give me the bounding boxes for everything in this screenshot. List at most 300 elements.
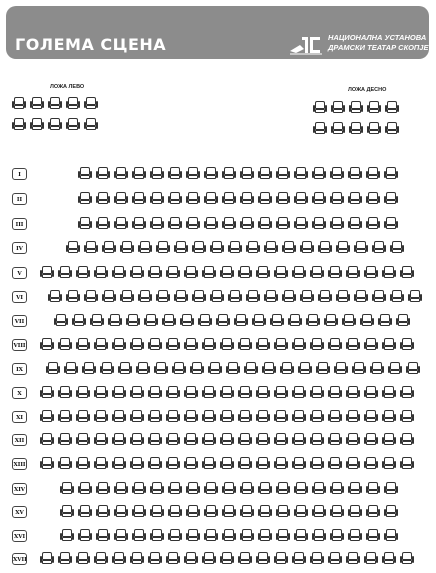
seat[interactable] <box>384 529 398 542</box>
seat[interactable] <box>204 505 218 518</box>
seat[interactable] <box>94 266 108 279</box>
box-right-seat[interactable] <box>367 122 381 135</box>
seat[interactable] <box>132 482 146 495</box>
seat[interactable] <box>346 386 360 399</box>
seat[interactable] <box>408 290 422 303</box>
seat[interactable] <box>168 217 182 230</box>
seat[interactable] <box>274 457 288 470</box>
seat[interactable] <box>60 529 74 542</box>
seat[interactable] <box>396 314 410 327</box>
seat[interactable] <box>204 192 218 205</box>
seat[interactable] <box>184 457 198 470</box>
seat[interactable] <box>184 338 198 351</box>
seat[interactable] <box>328 552 342 565</box>
seat[interactable] <box>390 290 404 303</box>
seat[interactable] <box>240 529 254 542</box>
seat[interactable] <box>132 167 146 180</box>
seat[interactable] <box>312 192 326 205</box>
seat[interactable] <box>384 482 398 495</box>
seat[interactable] <box>246 290 260 303</box>
seat[interactable] <box>346 457 360 470</box>
seat[interactable] <box>370 362 384 375</box>
box-left-seat[interactable] <box>48 97 62 110</box>
box-right-seat[interactable] <box>349 122 363 135</box>
seat[interactable] <box>264 241 278 254</box>
seat[interactable] <box>292 266 306 279</box>
seat[interactable] <box>204 167 218 180</box>
seat[interactable] <box>258 529 272 542</box>
seat[interactable] <box>96 217 110 230</box>
seat[interactable] <box>96 167 110 180</box>
seat[interactable] <box>130 552 144 565</box>
box-left-seat[interactable] <box>84 97 98 110</box>
seat[interactable] <box>240 167 254 180</box>
seat[interactable] <box>112 457 126 470</box>
seat[interactable] <box>54 314 68 327</box>
seat[interactable] <box>186 505 200 518</box>
seat[interactable] <box>220 552 234 565</box>
seat[interactable] <box>148 338 162 351</box>
seat[interactable] <box>180 314 194 327</box>
seat[interactable] <box>66 241 80 254</box>
seat[interactable] <box>336 241 350 254</box>
seat[interactable] <box>138 241 152 254</box>
seat[interactable] <box>328 457 342 470</box>
seat[interactable] <box>384 505 398 518</box>
seat[interactable] <box>112 386 126 399</box>
seat[interactable] <box>330 505 344 518</box>
seat[interactable] <box>156 241 170 254</box>
seat[interactable] <box>346 338 360 351</box>
seat[interactable] <box>328 410 342 423</box>
seat[interactable] <box>100 362 114 375</box>
seat[interactable] <box>384 217 398 230</box>
seat[interactable] <box>330 482 344 495</box>
seat[interactable] <box>330 217 344 230</box>
seat[interactable] <box>328 338 342 351</box>
seat[interactable] <box>166 410 180 423</box>
seat[interactable] <box>186 167 200 180</box>
seat[interactable] <box>96 505 110 518</box>
seat[interactable] <box>298 362 312 375</box>
box-right-seat[interactable] <box>313 122 327 135</box>
box-left-seat[interactable] <box>66 118 80 131</box>
seat[interactable] <box>78 192 92 205</box>
seat[interactable] <box>202 410 216 423</box>
seat[interactable] <box>150 192 164 205</box>
box-left-seat[interactable] <box>12 97 26 110</box>
seat[interactable] <box>252 314 266 327</box>
box-right-seat[interactable] <box>349 101 363 114</box>
seat[interactable] <box>222 505 236 518</box>
seat[interactable] <box>172 362 186 375</box>
seat[interactable] <box>112 338 126 351</box>
seat[interactable] <box>78 482 92 495</box>
seat[interactable] <box>274 433 288 446</box>
seat[interactable] <box>148 386 162 399</box>
seat[interactable] <box>168 529 182 542</box>
seat[interactable] <box>220 266 234 279</box>
seat[interactable] <box>130 266 144 279</box>
seat[interactable] <box>66 290 80 303</box>
seat[interactable] <box>150 482 164 495</box>
seat[interactable] <box>382 266 396 279</box>
seat[interactable] <box>204 217 218 230</box>
seat[interactable] <box>48 290 62 303</box>
seat[interactable] <box>40 457 54 470</box>
seat[interactable] <box>184 433 198 446</box>
box-left-seat[interactable] <box>30 97 44 110</box>
seat[interactable] <box>240 217 254 230</box>
seat[interactable] <box>292 433 306 446</box>
seat[interactable] <box>210 241 224 254</box>
seat[interactable] <box>40 266 54 279</box>
seat[interactable] <box>58 433 72 446</box>
seat[interactable] <box>348 192 362 205</box>
box-right-seat[interactable] <box>313 101 327 114</box>
seat[interactable] <box>346 410 360 423</box>
seat[interactable] <box>274 338 288 351</box>
seat[interactable] <box>400 386 414 399</box>
seat[interactable] <box>166 386 180 399</box>
seat[interactable] <box>138 290 152 303</box>
seat[interactable] <box>238 386 252 399</box>
seat[interactable] <box>238 552 252 565</box>
seat[interactable] <box>366 482 380 495</box>
seat[interactable] <box>292 386 306 399</box>
seat[interactable] <box>96 192 110 205</box>
seat[interactable] <box>60 482 74 495</box>
seat[interactable] <box>348 505 362 518</box>
seat[interactable] <box>222 217 236 230</box>
seat[interactable] <box>276 167 290 180</box>
seat[interactable] <box>202 338 216 351</box>
seat[interactable] <box>40 552 54 565</box>
seat[interactable] <box>76 552 90 565</box>
seat[interactable] <box>238 338 252 351</box>
seat[interactable] <box>76 457 90 470</box>
seat[interactable] <box>222 167 236 180</box>
seat[interactable] <box>276 217 290 230</box>
seat[interactable] <box>400 338 414 351</box>
seat[interactable] <box>186 192 200 205</box>
seat[interactable] <box>94 433 108 446</box>
seat[interactable] <box>312 167 326 180</box>
seat[interactable] <box>150 217 164 230</box>
seat[interactable] <box>310 266 324 279</box>
seat[interactable] <box>184 410 198 423</box>
seat[interactable] <box>346 552 360 565</box>
seat[interactable] <box>130 338 144 351</box>
box-left-seat[interactable] <box>84 118 98 131</box>
seat[interactable] <box>156 290 170 303</box>
box-left-seat[interactable] <box>48 118 62 131</box>
seat[interactable] <box>264 290 278 303</box>
seat[interactable] <box>352 362 366 375</box>
seat[interactable] <box>372 290 386 303</box>
seat[interactable] <box>132 217 146 230</box>
seat[interactable] <box>400 457 414 470</box>
seat[interactable] <box>154 362 168 375</box>
seat[interactable] <box>330 192 344 205</box>
seat[interactable] <box>330 167 344 180</box>
seat[interactable] <box>202 386 216 399</box>
seat[interactable] <box>294 192 308 205</box>
seat[interactable] <box>208 362 222 375</box>
seat[interactable] <box>364 386 378 399</box>
seat[interactable] <box>166 552 180 565</box>
seat[interactable] <box>256 410 270 423</box>
seat[interactable] <box>282 241 296 254</box>
seat[interactable] <box>388 362 402 375</box>
seat[interactable] <box>378 314 392 327</box>
seat[interactable] <box>132 192 146 205</box>
seat[interactable] <box>114 482 128 495</box>
seat[interactable] <box>166 433 180 446</box>
seat[interactable] <box>40 386 54 399</box>
seat[interactable] <box>276 482 290 495</box>
seat[interactable] <box>76 386 90 399</box>
seat[interactable] <box>334 362 348 375</box>
seat[interactable] <box>58 552 72 565</box>
seat[interactable] <box>348 529 362 542</box>
seat[interactable] <box>312 482 326 495</box>
seat[interactable] <box>246 241 260 254</box>
seat[interactable] <box>274 410 288 423</box>
seat[interactable] <box>40 433 54 446</box>
seat[interactable] <box>294 505 308 518</box>
seat[interactable] <box>82 362 96 375</box>
box-right-seat[interactable] <box>367 101 381 114</box>
seat[interactable] <box>210 290 224 303</box>
seat[interactable] <box>190 362 204 375</box>
seat[interactable] <box>174 241 188 254</box>
seat[interactable] <box>240 482 254 495</box>
seat[interactable] <box>328 386 342 399</box>
seat[interactable] <box>364 410 378 423</box>
seat[interactable] <box>270 314 284 327</box>
seat[interactable] <box>384 192 398 205</box>
seat[interactable] <box>96 529 110 542</box>
seat[interactable] <box>366 505 380 518</box>
seat[interactable] <box>78 217 92 230</box>
seat[interactable] <box>94 386 108 399</box>
seat[interactable] <box>112 433 126 446</box>
seat[interactable] <box>132 529 146 542</box>
seat[interactable] <box>96 482 110 495</box>
seat[interactable] <box>316 362 330 375</box>
seat[interactable] <box>166 266 180 279</box>
seat[interactable] <box>364 266 378 279</box>
seat[interactable] <box>282 290 296 303</box>
seat[interactable] <box>186 217 200 230</box>
seat[interactable] <box>220 386 234 399</box>
seat[interactable] <box>406 362 420 375</box>
seat[interactable] <box>118 362 132 375</box>
seat[interactable] <box>382 457 396 470</box>
seat[interactable] <box>310 457 324 470</box>
seat[interactable] <box>366 192 380 205</box>
seat[interactable] <box>310 410 324 423</box>
seat[interactable] <box>238 410 252 423</box>
seat[interactable] <box>382 338 396 351</box>
seat[interactable] <box>202 552 216 565</box>
seat[interactable] <box>312 529 326 542</box>
seat[interactable] <box>148 433 162 446</box>
seat[interactable] <box>114 529 128 542</box>
seat[interactable] <box>294 529 308 542</box>
seat[interactable] <box>292 410 306 423</box>
seat[interactable] <box>150 505 164 518</box>
seat[interactable] <box>288 314 302 327</box>
seat[interactable] <box>310 552 324 565</box>
seat[interactable] <box>372 241 386 254</box>
box-right-seat[interactable] <box>331 101 345 114</box>
seat[interactable] <box>192 241 206 254</box>
seat[interactable] <box>382 386 396 399</box>
seat[interactable] <box>274 266 288 279</box>
seat[interactable] <box>244 362 258 375</box>
seat[interactable] <box>324 314 338 327</box>
seat[interactable] <box>202 457 216 470</box>
seat[interactable] <box>186 529 200 542</box>
seat[interactable] <box>94 457 108 470</box>
seat[interactable] <box>240 192 254 205</box>
seat[interactable] <box>186 482 200 495</box>
seat[interactable] <box>112 266 126 279</box>
seat[interactable] <box>64 362 78 375</box>
seat[interactable] <box>112 552 126 565</box>
seat[interactable] <box>168 167 182 180</box>
seat[interactable] <box>168 505 182 518</box>
seat[interactable] <box>78 505 92 518</box>
seat[interactable] <box>198 314 212 327</box>
seat[interactable] <box>366 529 380 542</box>
seat[interactable] <box>258 505 272 518</box>
seat[interactable] <box>222 529 236 542</box>
seat[interactable] <box>192 290 206 303</box>
seat[interactable] <box>150 529 164 542</box>
seat[interactable] <box>144 314 158 327</box>
seat[interactable] <box>114 217 128 230</box>
seat[interactable] <box>76 410 90 423</box>
seat[interactable] <box>238 433 252 446</box>
seat[interactable] <box>148 266 162 279</box>
seat[interactable] <box>330 529 344 542</box>
seat[interactable] <box>292 457 306 470</box>
seat[interactable] <box>364 433 378 446</box>
seat[interactable] <box>364 552 378 565</box>
seat[interactable] <box>112 410 126 423</box>
seat[interactable] <box>294 217 308 230</box>
seat[interactable] <box>274 552 288 565</box>
seat[interactable] <box>204 482 218 495</box>
seat[interactable] <box>360 314 374 327</box>
seat[interactable] <box>168 482 182 495</box>
seat[interactable] <box>276 529 290 542</box>
seat[interactable] <box>400 266 414 279</box>
seat[interactable] <box>120 241 134 254</box>
seat[interactable] <box>130 457 144 470</box>
seat[interactable] <box>364 338 378 351</box>
seat[interactable] <box>300 241 314 254</box>
seat[interactable] <box>354 241 368 254</box>
seat[interactable] <box>294 167 308 180</box>
seat[interactable] <box>132 505 146 518</box>
seat[interactable] <box>58 410 72 423</box>
seat[interactable] <box>114 192 128 205</box>
seat[interactable] <box>216 314 230 327</box>
seat[interactable] <box>346 433 360 446</box>
seat[interactable] <box>84 290 98 303</box>
seat[interactable] <box>384 167 398 180</box>
seat[interactable] <box>136 362 150 375</box>
seat[interactable] <box>202 266 216 279</box>
seat[interactable] <box>84 241 98 254</box>
seat[interactable] <box>366 167 380 180</box>
seat[interactable] <box>328 433 342 446</box>
seat[interactable] <box>148 410 162 423</box>
seat[interactable] <box>292 338 306 351</box>
seat[interactable] <box>202 433 216 446</box>
seat[interactable] <box>256 457 270 470</box>
seat[interactable] <box>94 552 108 565</box>
seat[interactable] <box>40 410 54 423</box>
seat[interactable] <box>76 433 90 446</box>
seat[interactable] <box>148 457 162 470</box>
seat[interactable] <box>130 386 144 399</box>
box-right-seat[interactable] <box>331 122 345 135</box>
seat[interactable] <box>78 529 92 542</box>
seat[interactable] <box>76 338 90 351</box>
seat[interactable] <box>382 552 396 565</box>
seat[interactable] <box>114 167 128 180</box>
seat[interactable] <box>364 457 378 470</box>
seat[interactable] <box>76 266 90 279</box>
seat[interactable] <box>312 217 326 230</box>
seat[interactable] <box>220 433 234 446</box>
seat[interactable] <box>126 314 140 327</box>
seat[interactable] <box>258 192 272 205</box>
seat[interactable] <box>94 410 108 423</box>
seat[interactable] <box>276 505 290 518</box>
seat[interactable] <box>256 386 270 399</box>
seat[interactable] <box>240 505 254 518</box>
seat[interactable] <box>102 290 116 303</box>
seat[interactable] <box>294 482 308 495</box>
seat[interactable] <box>204 529 218 542</box>
seat[interactable] <box>220 457 234 470</box>
seat[interactable] <box>328 266 342 279</box>
seat[interactable] <box>258 482 272 495</box>
box-left-seat[interactable] <box>66 97 80 110</box>
box-left-seat[interactable] <box>12 118 26 131</box>
seat[interactable] <box>228 241 242 254</box>
box-right-seat[interactable] <box>385 122 399 135</box>
seat[interactable] <box>220 410 234 423</box>
seat[interactable] <box>382 433 396 446</box>
seat[interactable] <box>276 192 290 205</box>
seat[interactable] <box>184 266 198 279</box>
seat[interactable] <box>148 552 162 565</box>
seat[interactable] <box>60 505 74 518</box>
seat[interactable] <box>130 433 144 446</box>
seat[interactable] <box>130 410 144 423</box>
seat[interactable] <box>184 552 198 565</box>
seat[interactable] <box>114 505 128 518</box>
seat[interactable] <box>306 314 320 327</box>
seat[interactable] <box>40 338 54 351</box>
